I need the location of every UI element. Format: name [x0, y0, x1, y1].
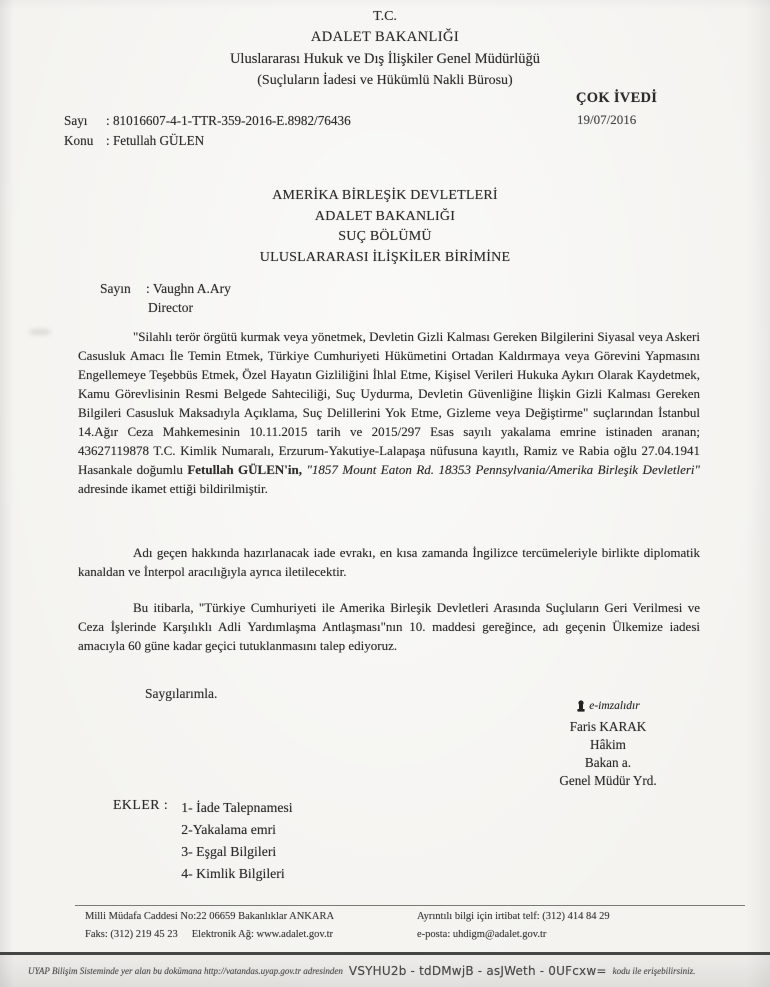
recipient-block — [100, 280, 231, 317]
attachments-block — [113, 797, 293, 885]
recipient-title: Director — [148, 299, 193, 315]
body-paragraph-3: Bu itibarla, "Türkiye Cumhuriyeti ile Amerika Birleşik Devletleri Arasında Suçluların Geri Verilmesi ve Ceza İşlerinde Karşılıklı Adli Yardımlaşma Antlaşması"nın 10. maddesi gereğince, adı geçenin Ülkemize iadesi amacıyla 60 güne kadar geçici tutuklanmasını talep ediyoruz. — [78, 600, 700, 653]
recipient-label: Sayın — [100, 281, 131, 296]
uyap-verification-code: VSYHU2b - tdDMwjB - asJWeth - 0UFcxw= — [348, 964, 607, 978]
attachments-list — [181, 797, 292, 885]
signer-title-1: Hâkim — [590, 737, 626, 752]
footer-contact-block — [85, 910, 745, 942]
body-paragraph-2: Adı geçen hakkında hazırlanacak iade evrakı, en kısa zamanda İngilizce tercümeleriyle birlikte diplomatik kanaldan ve İnterpol aracılığıyla ayrıca iletilecektir. — [78, 545, 700, 579]
letterhead-directorate: Uluslararası Hukuk ve Dış İlişkiler Genel Müdürlüğü — [229, 51, 541, 67]
attachments-label: EKLER : — [113, 797, 169, 812]
footer-fax: Faks: (312) 219 45 23 — [85, 929, 178, 940]
letterhead — [0, 7, 770, 92]
p1-bold-name: Fetullah GÜLEN'in, — [187, 462, 302, 477]
uyap-prefix-text: UYAP Bilişim Sisteminde yer alan bu dokümana http://vatandas.uyap.gov.tr adresinden — [28, 966, 343, 976]
urgency-stamp: ÇOK İVEDİ — [576, 90, 658, 106]
footer-contact: Ayrıntılı bilgi için irtibat telf: (312) 414 84 29 — [417, 911, 610, 922]
e-signature-seal-icon — [576, 700, 586, 713]
konu-label: Konu — [64, 133, 94, 148]
footer-address: Milli Müdafa Caddesi No:22 06659 Bakanlıklar ANKARA — [85, 911, 335, 922]
uyap-suffix-text: kodu ile erişebilirsiniz. — [612, 966, 696, 976]
addressee-line-4: ULUSLARARASI İLİŞKİLER BİRİMİNE — [259, 249, 511, 265]
p1-text-1: "Silahlı terör örgütü kurmak veya yönetmek, Devletin Gizli Kalması Gereken Bilgilerini Siyasal veya Askeri Casusluk Amacı İle Temin Etmek, Türkiye Cumhuriyeti Hükümetini Ortadan Kaldırmaya veya Görevini Yapmasını Engellemeye Teşebbüs Etmek, Özel Hayatın Gizliliğini İhlal Etme, Kişisel Verileri Hukuka Aykırı Olarak Kaydetmek, Kamu Görevlisinin Resmi Belgede Sahteciliği, Suç Uydurma, Devletin Güvenliğine İlişkin Gizli Kalması Gereken Bilgileri Casusluk Maksadıyla Açıklama, Suç Delillerini Yok Etme, Gizleme veya Değiştirme" suçlarından İstanbul 14.Ağır Ceza Mahkemesinin 10.11.2015 tarih ve 2015/297 Esas sayılı yakalama emrine istinaden aranan; 43627119878 T.C. Kimlik Numaralı, Erzurum-Yakutiye-Lalapaşa nüfusuna kayıtlı, Ramiz ve Rabia oğlu 27.04.1941 Hasankale doğumlu — [78, 329, 700, 477]
uyap-verification-bar — [0, 955, 770, 987]
sayi-label: Sayı — [64, 113, 88, 128]
letterhead-bureau: (Suçluların İadesi ve Hükümlü Nakli Bürosu) — [257, 73, 513, 88]
letterhead-ministry: ADALET BAKANLIĞI — [310, 29, 460, 45]
footer-fax-network — [85, 928, 417, 942]
addressee-block — [0, 186, 770, 268]
document-date: 19/07/2016 — [577, 112, 637, 127]
sayi-value: : 81016607-4-1-TTR-359-2016-E.8982/76436 — [106, 113, 351, 128]
recipient-name: : Vaughn A.Ary — [146, 281, 231, 296]
subject-line — [64, 133, 204, 149]
signature-block — [502, 697, 714, 790]
p1-text-2: adresinde ikamet ettiği bildirilmiştir. — [78, 481, 268, 496]
p1-italic-address: "1857 Mount Eaton Rd. 18353 Pennsylvania/Amerika Birleşik Devletleri" — [301, 462, 700, 477]
scan-smudge — [29, 329, 51, 335]
signer-name: Faris KARAK — [569, 719, 647, 734]
attachment-item: 4- Kimlik Bilgileri — [181, 866, 285, 881]
signer-title-3: Genel Müdür Yrd. — [559, 773, 657, 788]
body-paragraph-1 — [78, 327, 700, 498]
konu-value: : Fetullah GÜLEN — [106, 133, 205, 148]
signer-title-2: Bakan a. — [584, 755, 632, 770]
footer-divider — [75, 905, 745, 906]
reference-number-line — [64, 113, 351, 129]
footer-network: Elektronik Ağ: www.adalet.gov.tr — [191, 929, 333, 940]
esignature-line — [502, 697, 714, 715]
attachment-item: 2-Yakalama emri — [181, 822, 277, 837]
letterhead-state: T.C. — [373, 9, 397, 24]
addressee-line-3: SUÇ BÖLÜMÜ — [338, 229, 432, 244]
addressee-line-2: ADALET BAKANLIĞI — [314, 208, 456, 224]
recipient-name-line — [100, 280, 231, 299]
addressee-line-1: AMERİKA BİRLEŞİK DEVLETLERİ — [272, 188, 498, 203]
attachment-item: 1- İade Talepnamesi — [181, 800, 293, 815]
esignature-label: e-imzalıdır — [589, 700, 640, 712]
footer-email: e-posta: uhdigm@adalet.gov.tr — [417, 929, 547, 940]
attachment-item: 3- Eşgal Bilgileri — [181, 844, 277, 859]
closing-salutation: Saygılarımla. — [145, 686, 218, 701]
